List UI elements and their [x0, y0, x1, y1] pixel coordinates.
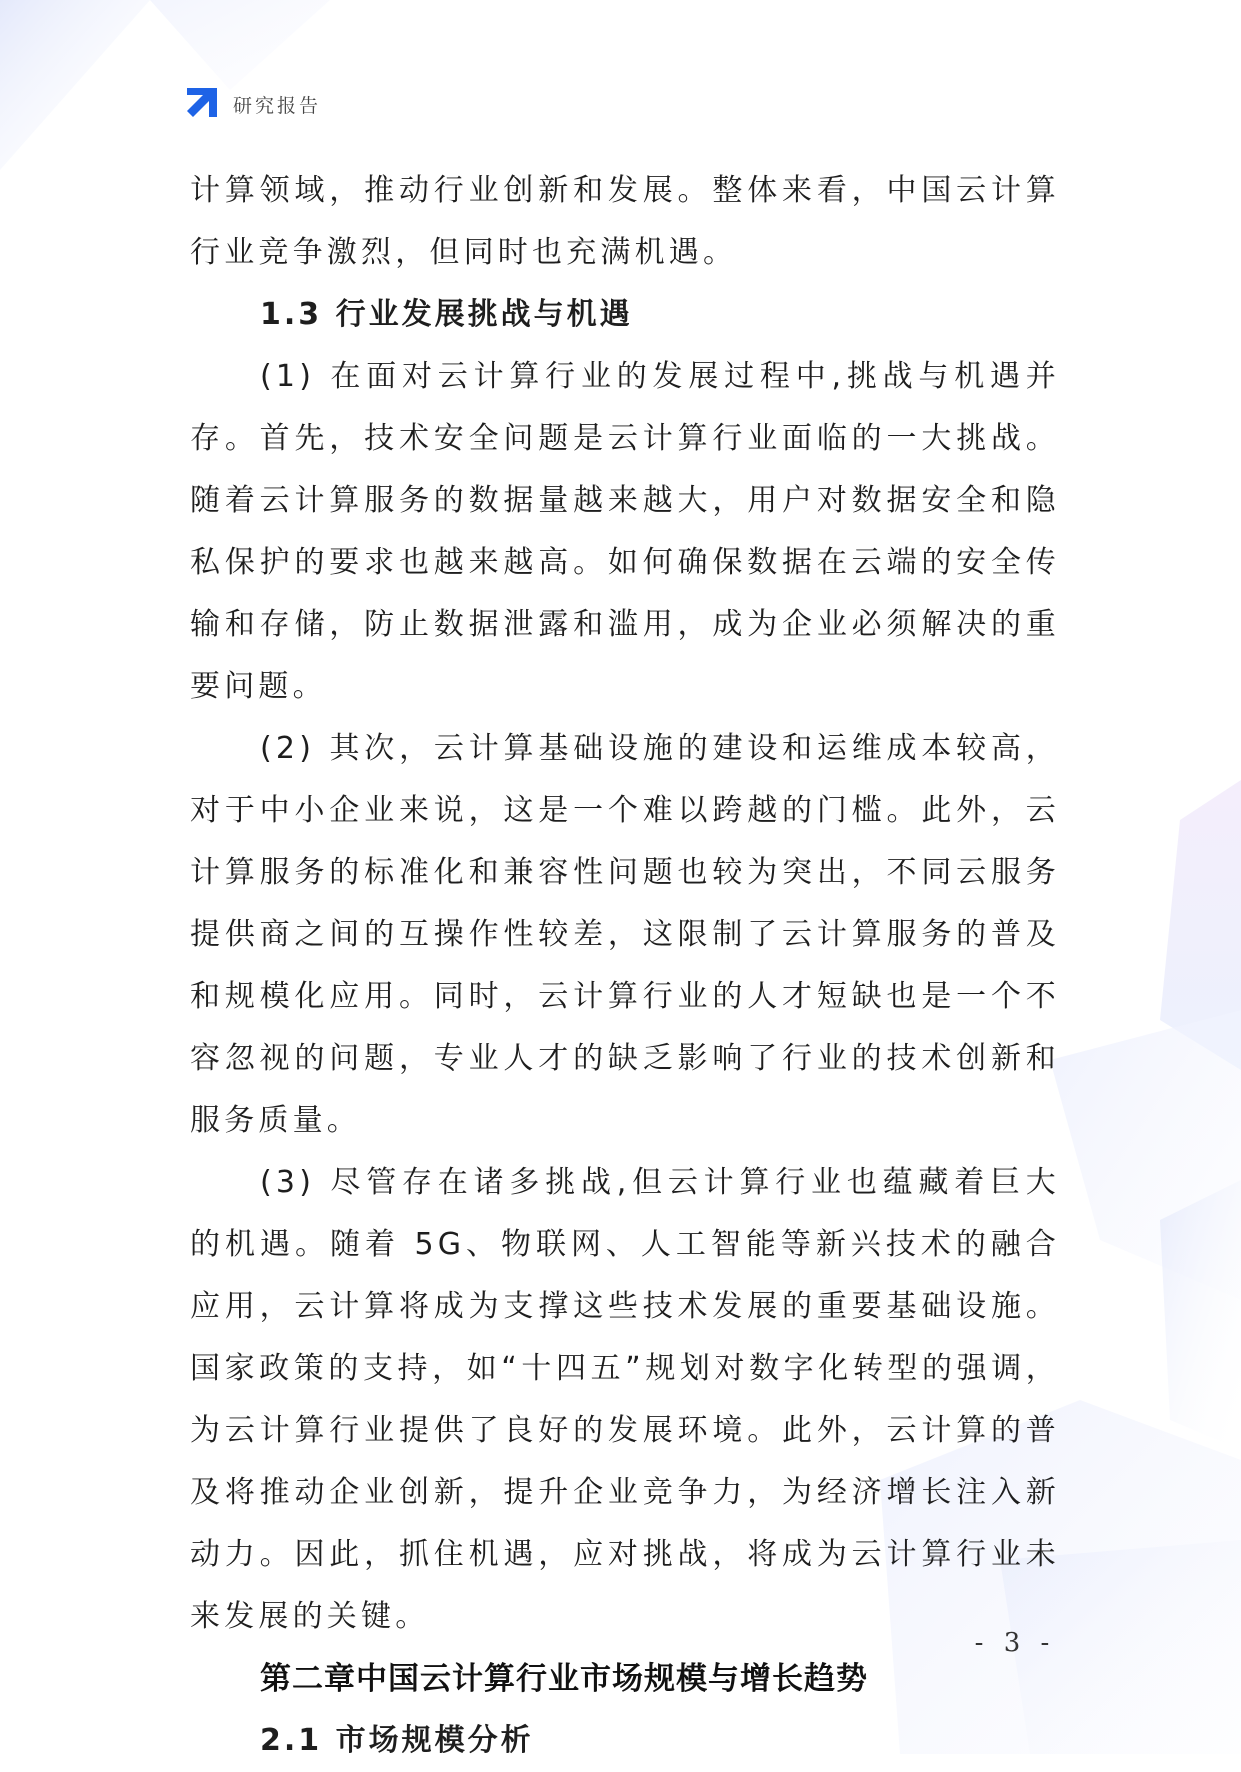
- header-title: 研究报告: [233, 94, 322, 117]
- paragraph-2: (2) 其次，云计算基础设施的建设和运维成本较高，对于中小企业来说，这是一个难以跨越的门槛。此外，云计算服务的标准化和兼容性问题也较为突出，不同云服务提供商之间的互操作性较差，这限制了云计算服务的普及和规模化应用。同时，云计算行业的人才短缺也是一个不容忽视的问题，专业人才的缺乏影响了行业的技术创新和服务质量。: [190, 731, 1060, 1138]
- page-number: - 3 -: [974, 1628, 1056, 1658]
- chapter-heading-2: 第二章中国云计算行业市场规模与增长趋势: [260, 1661, 868, 1697]
- continuation-paragraph: 计算领域，推动行业创新和发展。整体来看，中国云计算行业竞争激烈，但同时也充满机遇。: [190, 173, 1060, 270]
- paragraph-3: (3) 尽管存在诸多挑战,但云计算行业也蕴藏着巨大的机遇。随着 5G、物联网、人工智能等新兴技术的融合应用，云计算将成为支撑这些技术发展的重要基础设施。国家政策的支持，如“十四五”规划对数字化转型的强调，为云计算行业提供了良好的发展环境。此外，云计算的普及将推动企业创新，提升企业竞争力，为经济增长注入新动力。因此，抓住机遇，应对挑战，将成为云计算行业未来发展的关键。: [190, 1165, 1060, 1634]
- paragraph-1: (1) 在面对云计算行业的发展过程中,挑战与机遇并存。首先，技术安全问题是云计算行业面临的一大挑战。随着云计算服务的数据量越来越大，用户对数据安全和隐私保护的要求也越来越高。如何确保数据在云端的安全传输和存储，防止数据泄露和滥用，成为企业必须解决的重要问题。: [190, 359, 1060, 704]
- diagonal-arrow-icon: [187, 88, 223, 120]
- page-header: [187, 88, 321, 120]
- document-body: [190, 160, 1060, 1772]
- section-heading-2-1: 2.1 市场规模分析: [260, 1723, 534, 1758]
- section-heading-1-3: 1.3 行业发展挑战与机遇: [260, 297, 633, 332]
